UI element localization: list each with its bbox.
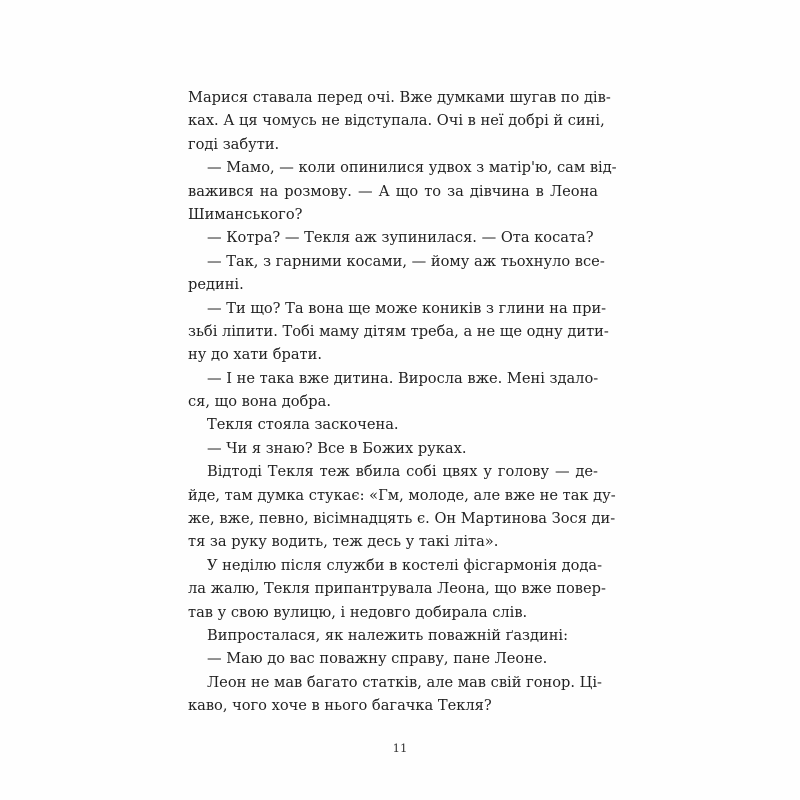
text-line: — Котра? — Текля аж зупинилася. — Ота косата? [207,229,594,247]
paragraph [188,250,605,297]
text-line: зьбі ліпити. Тобі маму дітям треба, а не ще одну дити- [188,322,609,340]
text-line: ках. А ця чомусь не відступала. Очі в неї добрі й сині, [188,112,605,130]
paragraph [188,297,609,367]
paragraph [188,437,598,460]
text-line: Текля стояла заскочена. [207,416,399,434]
paragraph [188,413,598,436]
text-line: — І не така вже дитина. Виросла вже. Мені здало- [207,369,599,387]
text-line: Леон не мав багато статків, але мав свій гонор. Ці- [207,673,602,691]
text-line: — Так, з гарними косами, — йому аж тьохнуло все- [207,252,605,270]
text-line: каво, чого хоче в нього багачка Текля? [188,697,492,715]
text-line: — Чи я знаю? Все в Божих руках. [207,439,467,457]
text-line: редині. [188,276,244,294]
paragraph [188,367,598,414]
text-line: Випросталася, як належить поважній ґаздині: [207,626,569,644]
text-line: важився на розмову. — А що то за дівчина в Леона [188,182,598,200]
paragraph [188,671,602,718]
text-line: — Мамо, — коли опинилися удвох з матір'ю, сам від- [207,159,617,177]
paragraph [188,554,606,624]
paragraph [188,624,598,647]
text-line: У неділю після служби в костелі фісгармонія дода- [207,556,603,574]
text-line: годі забути. [188,135,280,153]
paragraph [188,647,598,670]
paragraph [188,226,598,249]
text-line: ну до хати брати. [188,346,323,364]
text-line: тя за руку водить, теж десь у такі літа». [188,533,499,551]
text-line: Відтоді Текля теж вбила собі цвях у голову — де- [207,463,598,481]
paragraph [188,460,616,554]
page-number: 11 [392,741,408,755]
text-line: тав у свою вулицю, і недовго добирала слів. [188,603,528,621]
text-line: Шиманського? [188,205,303,223]
text-line: — Ти що? Та вона ще може коників з глини на при- [207,299,607,317]
text-line: йде, там думка стукає: «Гм, молоде, але вже не так ду- [188,486,616,504]
text-line: — Маю до вас поважну справу, пане Леоне. [207,650,548,668]
text-line: же, вже, певно, вісімнадцять є. Он Мартинова Зося ди- [188,510,616,528]
text-line: Марися ставала перед очі. Вже думками шугав по дів- [188,89,611,106]
paragraph [188,156,617,226]
text-line: ся, що вона добра. [188,393,331,411]
paragraph [188,86,611,156]
text-line: ла жалю, Текля припантрувала Леона, що вже повер- [188,580,606,598]
body-text [188,86,617,718]
